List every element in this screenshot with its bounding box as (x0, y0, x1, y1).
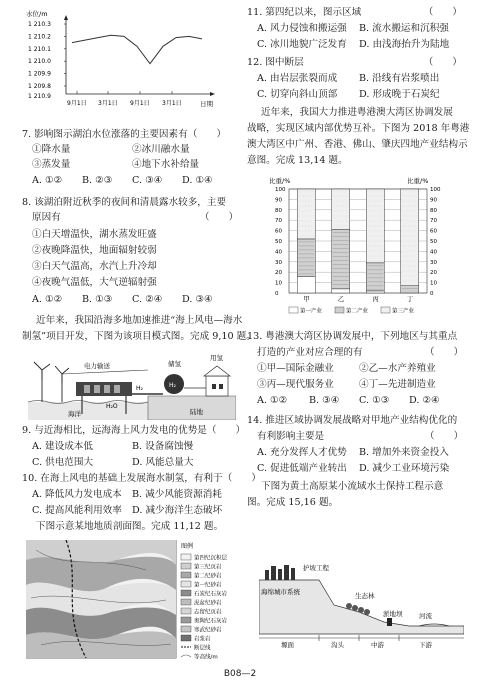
bar-tertiary (297, 189, 315, 239)
label-sea: 海洋 (68, 410, 81, 418)
bar-secondary (297, 239, 315, 276)
bar-primary (332, 289, 350, 293)
chart-ylabel: 水位/m (26, 10, 48, 18)
q7-option-4: ④地下水补给量 (132, 159, 200, 170)
bar-legend-swatch (335, 307, 344, 313)
bar-y-tick-right: 10 (430, 280, 437, 287)
bar-legend-label: 第一产业 (300, 308, 323, 315)
bar-y-tick-left: 70 (275, 218, 282, 225)
y-tick-label: 1 210.1 (28, 45, 51, 53)
legend-label: 第四纪沉积层 (194, 555, 228, 562)
bar-y-tick-right: 100 (430, 187, 441, 193)
q13-choice-d[interactable]: D. ②④ (409, 395, 440, 406)
bar-y-tick-right: 60 (430, 228, 437, 235)
legend-label: 石炭纪石灰岩 (194, 591, 228, 598)
legend-swatch (181, 617, 191, 623)
q12-option-c[interactable]: C. 切穿向斜山顶部 (257, 89, 338, 100)
bar-primary (366, 291, 384, 293)
bar-secondary (332, 230, 350, 289)
y-tick-label: 1 210.2 (28, 33, 51, 41)
bar-y-tick-left: 100 (275, 187, 286, 193)
q11-option-a[interactable]: A. 风力侵蚀和搬运强 (257, 23, 347, 34)
y-tick-label: 1 209.9 (28, 70, 51, 78)
q11-stem: 11. 第四纪以来，图示区域 （ ） (247, 7, 462, 18)
water-level-chart (22, 6, 237, 124)
y-tick-label: 1 210.0 (28, 58, 51, 66)
intro-13-14-line2: 战略，实现区域内部优势互补。下图为 2018 年粤港 (247, 123, 470, 134)
bar-y-tick-right: 80 (430, 207, 437, 214)
x-tick-label: 9月1日 (130, 100, 150, 107)
bar-y-tick-right: 0 (430, 291, 434, 297)
bar-ylabel-right: 比重/% (407, 177, 429, 185)
legend-label: 奥陶纪石灰岩 (194, 618, 228, 625)
intro-13-14-line1: 近年来，我国大力推进粤港澳大湾区协调发展 (261, 107, 453, 118)
legend-swatch (181, 599, 191, 605)
y-tick-label: 1 210.3 (28, 21, 51, 28)
y-tick-label: 1 209.8 (28, 83, 51, 90)
label-eco-forest: 生态林 (355, 592, 375, 600)
q10-option-d[interactable]: D. 减少海洋生态破坏 (132, 505, 223, 516)
label-river: 河流 (419, 612, 432, 620)
q12-stem: 12. 图中断层 （ ） (247, 57, 462, 68)
legend-title: 图例 (181, 543, 194, 550)
label-midstream: 中游 (371, 641, 384, 648)
label-storage: 储氢 (168, 360, 181, 368)
bar-y-tick-left: 0 (275, 291, 279, 297)
legend-label: 泥盆纪砂岩 (194, 600, 222, 607)
bar-y-tick-right: 90 (430, 197, 437, 204)
label-sponge-city: 海绵城市系统 (261, 588, 300, 596)
label-land: 陆地 (190, 408, 203, 416)
legend-swatch (181, 635, 191, 641)
q11-option-b[interactable]: B. 流水搬运和沉积强 (359, 23, 449, 34)
building-icon (206, 376, 228, 396)
bar-secondary (401, 286, 419, 293)
legend-swatch (181, 581, 191, 587)
legend-label: 第二纪砂岩 (194, 573, 222, 580)
water-level-series-line (72, 35, 202, 64)
legend-swatch (181, 590, 191, 596)
label-power-transmission: 电力输送 (84, 362, 110, 370)
q8-choice-c[interactable]: C. ②④ (132, 294, 163, 305)
q14-option-b[interactable]: B. 增加外来资金投入 (359, 447, 449, 458)
soil-conservation-diagram (259, 560, 464, 648)
bar-y-tick-right: 40 (430, 249, 437, 256)
q7-option-3: ③蒸发量 (32, 159, 71, 170)
q10-option-c[interactable]: C. 提高风能利用效率 (32, 505, 122, 516)
q12-option-d[interactable]: D. 形成晚于石炭纪 (359, 89, 440, 100)
q13-choice-c[interactable]: C. ①③ (359, 395, 390, 406)
bar-secondary (366, 263, 384, 291)
q13-stem-line1: 13. 粤港澳大湾区协调发展中，下列地区与其重点 (247, 331, 458, 342)
bar-y-tick-right: 70 (430, 218, 437, 225)
q7-option-1: ①降水量 (32, 144, 71, 155)
x-tick-label: 3月1日 (162, 100, 182, 107)
bar-y-tick-left: 90 (275, 197, 282, 204)
legend-swatch (181, 626, 191, 632)
legend-label: 第三纪页岩 (194, 564, 222, 571)
q7-stem: 7. 影响图示湖泊水位涨落的主要因素有（ ） (22, 129, 227, 140)
svg-text:H₂: H₂ (169, 382, 176, 389)
q11-option-d[interactable]: D. 由浅海抬升为陆地 (359, 39, 450, 50)
intro-9-10-line2: 制氢”项目开发，下图为该项目模式图。完成 9,10 题。 (22, 331, 256, 342)
x-tick-label: 9月1日 (67, 100, 87, 107)
intro-11-12: 下图示意某地地质剖面图。完成 11,12 题。 (36, 521, 224, 532)
intro-13-14-line3: 澳大湾区中广州、香港、佛山、肇庆四地产业结构示 (247, 139, 468, 150)
q11-option-c[interactable]: C. 冰川地貌广泛发育 (257, 39, 347, 50)
bar-city-label: 乙 (337, 295, 345, 303)
bar-legend-label: 第二产业 (346, 308, 369, 315)
legend-label: 断层线 (194, 645, 211, 652)
q9-option-b[interactable]: B. 设备腐蚀慢 (132, 441, 194, 452)
wind-hydrogen-diagram (28, 348, 236, 420)
q14-stem-line1: 14. 推进区域协调发展战略对甲地产业结构优化的 (247, 415, 458, 426)
q8-option-2: ②夜晚降温快，地面辐射较弱 (32, 245, 157, 256)
q14-stem-line2: 有利影响主要是 （ ） (257, 431, 464, 442)
q14-option-d[interactable]: D. 减少工业环境污染 (359, 463, 450, 474)
bar-y-tick-left: 10 (275, 280, 282, 287)
q9-option-a[interactable]: A. 建设成本低 (32, 441, 93, 452)
legend-label: 寒武纪砂岩 (194, 627, 222, 634)
q8-option-4: ④夜晚气温低，大气逆辐射强 (32, 277, 157, 288)
q7-choice-b[interactable]: B. ②③ (82, 175, 113, 186)
industry-structure-chart (267, 175, 457, 325)
q14-option-c[interactable]: C. 促进低端产业转出 (257, 463, 347, 474)
bar-ylabel-left: 比重/% (269, 177, 291, 185)
intro-15-16-line1: 下图为黄土高原某小流域水土保持工程示意 (261, 481, 444, 492)
legend-label: 岩浆岩 (194, 636, 211, 643)
q8-option-3: ③白天气温高，水汽上升冷却 (32, 261, 157, 272)
label-use: 用氢 (210, 354, 223, 362)
bar-y-tick-right: 50 (430, 239, 437, 245)
bar-y-tick-left: 60 (275, 228, 282, 235)
q13-stem-line2: 打造的产业对应合理的有 （ ） (257, 347, 464, 358)
label-slope-engineering: 护坡工程 (303, 564, 329, 572)
q7-choice-d[interactable]: D. ①④ (182, 175, 213, 186)
q7-choice-a[interactable]: A. ①② (32, 175, 63, 186)
q14-option-a[interactable]: A. 充分发挥人才优势 (257, 447, 347, 458)
chart-xlabel: 日期 (200, 100, 213, 108)
q12-option-b[interactable]: B. 沿线有岩浆喷出 (359, 73, 440, 84)
bar-y-tick-left: 20 (275, 270, 282, 277)
wind-turbine-icon (34, 362, 69, 402)
intro-15-16-line2: 图。完成 15,16 题。 (247, 497, 339, 508)
bar-city-label: 丙 (372, 295, 379, 303)
q12-option-a[interactable]: A. 由岩层张裂而成 (257, 73, 338, 84)
q7-option-2: ②冰川融水量 (132, 144, 190, 155)
label-check-dam: 淤地坝 (383, 610, 403, 618)
bar-primary (297, 276, 315, 293)
q8-stem-line1: 8. 该湖泊附近秋季的夜间和清晨露水较多，主要 (22, 197, 227, 208)
q13-option-3: ③丙—现代服务业 (257, 379, 334, 390)
q13-choice-b[interactable]: B. ③④ (309, 395, 340, 406)
intro-9-10-line1: 近年来，我国沿海多地加速推进“海上风电—海水 (36, 315, 243, 326)
label-downstream: 下游 (419, 641, 432, 648)
legend-label: 志留纪页岩 (194, 609, 222, 616)
bar-legend-swatch (381, 307, 390, 313)
bar-y-tick-left: 80 (275, 207, 282, 214)
label-h2o: H₂O (106, 403, 118, 410)
q8-choice-d[interactable]: D. ③④ (182, 294, 213, 305)
check-dam-icon (387, 618, 392, 626)
bar-city-label: 甲 (303, 295, 310, 303)
q13-option-4: ④丁—先进制造业 (359, 379, 436, 390)
q8-choice-b[interactable]: B. ①③ (82, 294, 113, 305)
legend-swatch (181, 608, 191, 614)
bar-y-tick-right: 30 (430, 259, 437, 266)
bar-city-label: 丁 (406, 295, 414, 303)
label-h2: H₂ (136, 385, 143, 392)
bar-tertiary (332, 189, 350, 230)
q8-choice-a[interactable]: A. ①② (32, 294, 63, 305)
q13-option-2: ②乙—水产养殖业 (359, 363, 436, 374)
q9-option-d[interactable]: D. 风能总量大 (132, 457, 194, 468)
geology-map (26, 540, 236, 660)
label-gully-head: 沟头 (331, 641, 344, 648)
q13-option-1: ①甲—国际金融业 (257, 363, 334, 374)
q9-option-c[interactable]: C. 供电范围大 (32, 457, 94, 468)
q10-option-a[interactable]: A. 降低风力发电成本 (32, 489, 122, 500)
page-number: B08—2 (223, 669, 257, 679)
q8-option-1: ①白天增温快，湖水蒸发旺盛 (32, 229, 157, 240)
label-loess-plateau: 塬面 (281, 641, 294, 648)
x-tick-label: 3月1日 (98, 100, 118, 107)
bar-tertiary (401, 189, 419, 286)
bar-legend-label: 第三产业 (392, 308, 415, 315)
bar-y-tick-left: 40 (275, 249, 282, 256)
q8-stem-line2: 原因有 （ ） (32, 212, 239, 223)
bar-legend-swatch (289, 307, 298, 313)
legend-swatch (181, 554, 191, 560)
q7-choice-c[interactable]: C. ③④ (132, 175, 163, 186)
q9-stem: 9. 与近海相比，远海海上风力发电的优势是（ ） (22, 425, 246, 436)
intro-13-14-line4: 意图。完成 13,14 题。 (247, 155, 348, 166)
bar-y-tick-left: 50 (275, 239, 282, 245)
town-buildings-icon (265, 565, 295, 580)
legend-swatch (181, 572, 191, 578)
legend-label: 第一纪砂岩 (194, 582, 222, 589)
y-tick-label: 1 210.9 (28, 93, 51, 100)
bar-y-tick-left: 30 (275, 259, 282, 266)
q13-choice-a[interactable]: A. ①② (257, 395, 288, 406)
q10-option-b[interactable]: B. 减少风能资源消耗 (132, 489, 222, 500)
legend-label: 等高线/m (194, 654, 218, 660)
q10-stem: 10. 在海上风电的基础上发展海水制氢，有利于（ ） (22, 473, 261, 484)
legend-swatch (181, 563, 191, 569)
bar-y-tick-right: 20 (430, 270, 437, 277)
